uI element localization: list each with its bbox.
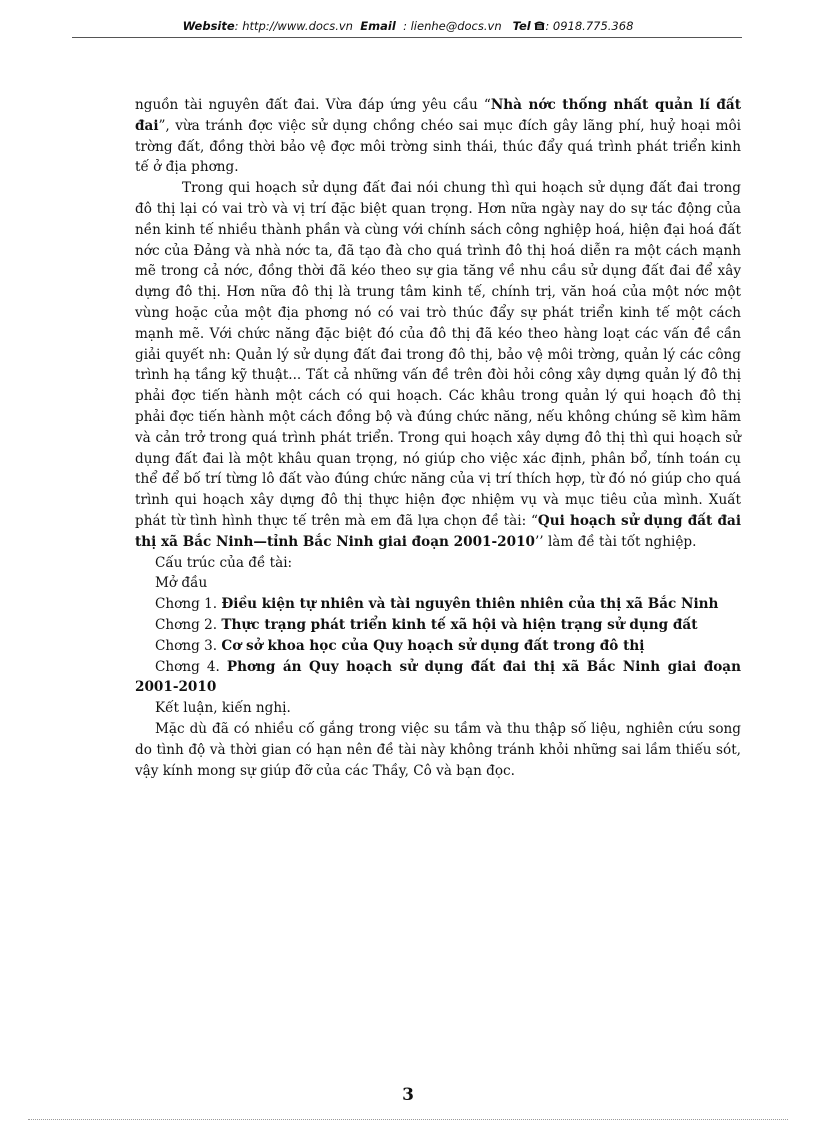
conclusion-item: Kết luận, kiến nghị. [155,700,291,717]
chapter-item: Chơng 2. Thực trạng phát triển kinh tế xã hội và hiện trạng sử dụng đất [155,616,698,633]
paragraph-intro: nguồn tài nguyên đất đai. Vừa đáp ứng yêu cầu “Nhà nớc thống nhất quản lí đất đai”, vừa tránh đợc việc sử dụng chồng chéo sai mục đích gây lãng phí, huỷ hoại môi trờng đất, đồng thời bảo vệ đợc môi trờng sinh thái, thúc đẩy quá trình phát triển kinh tế ở địa phơng. [135,97,742,176]
tel-value: : 0918.775.368 [545,19,634,33]
paragraph-main: Trong qui hoạch sử dụng đất đai nói chung thì qui hoạch sử dụng đất đai trong đô thị lại có vai trò và vị trí đặc biệt quan trọng. Hơn nữa ngày nay do sự tác động của nền kinh tế nhiều thành phần và cùng với chính sách công nghiệp hoá, hiện đại hoá đất nớc của Đảng và nhà nớc ta, đã tạo đà cho quá trình đô thị hoá diễn ra một cách mạnh mẽ trong cả nớc, đồng thời đã kéo theo sự gia tăng về nhu cầu sử dụng đất đai để xây dựng đô thị. Hơn nữa đô thị là trung tâm kinh tế, chính trị, văn hoá của một nớc một vùng hoặc của một địa phơng nó có vai trò thúc đẩy sự phát triển kinh tế một cách mạnh mẽ. Với chức năng đặc biệt đó của đô thị đã kéo theo hàng loạt các vấn đề cần giải quyết nh: Quản lý sử dụng đất đai trong đô thị, bảo vệ môi trờng, quản lý các công trình hạ tầng kỹ thuật... Tất cả những vấn đề trên đòi hỏi công xây dựng quản lý đô thị phải đợc tiến hành một cách có qui hoạch. Các khâu trong quản lý qui hoạch đô thị phải đợc tiến hành một cách đồng bộ và đúng chức năng, nếu không chúng sẽ kìm hãm và cản trở trong quá trình phát triển. Trong qui hoạch xây dựng đô thị thì qui hoạch sử dụng đất đai là một khâu quan trọng, nó giúp cho việc xác định, phân bổ, tính toán cụ thể để bố trí từng lô đất vào đúng chức năng của vị trí thích hợp, từ đó nó giúp cho quá trình qui hoạch xây dựng đô thị thực hiện đợc nhiệm vụ và mục tiêu của mình. Xuất phát từ tình hình thực tế trên mà em đã lựa chọn đề tài: “Qui hoạch sử dụng đất đai thị xã Bắc Ninh—tỉnh Bắc Ninh giai đoạn 2001-2010’’ làm đề tài tốt nghiệp. [135,180,741,550]
header-divider [72,37,742,38]
chapter-item: Chơng 4. Phơng án Quy hoạch sử dụng đất đai thị xã Bắc Ninh giai đoạn 2001-2010 [135,658,741,696]
chapter-item: Chơng 1. Điều kiện tự nhiên và tài nguyên thiên nhiên của thị xã Bắc Ninh [155,596,719,613]
chapter-item: Chơng 3. Cơ sở khoa học của Quy hoạch sử dụng đất trong đô thị [155,637,645,654]
website-label: Website [182,19,235,33]
email-label: Email [360,19,396,33]
page-number: 3 [402,1085,414,1105]
document-body [135,95,741,781]
footer-divider [28,1119,788,1120]
paragraph-closing: Mặc dù đã có nhiều cố gắng trong việc su tầm và thu thập số liệu, nghiên cứu song do tình độ và thời gian có hạn nên đề tài này không tránh khỏi những sai lầm thiếu sót, vậy kính mong sự giúp đỡ của các Thầy, Cô và bạn đọc. [135,720,741,779]
website-value: : http://www.docs.vn [234,19,353,33]
structure-label: Cấu trúc của đề tài: [155,554,293,571]
email-value: : lienhe@docs.vn [403,19,502,33]
page-header [0,19,816,34]
phone-icon [534,20,545,34]
tel-label: Tel [512,19,531,33]
intro-item: Mở đầu [155,575,208,592]
